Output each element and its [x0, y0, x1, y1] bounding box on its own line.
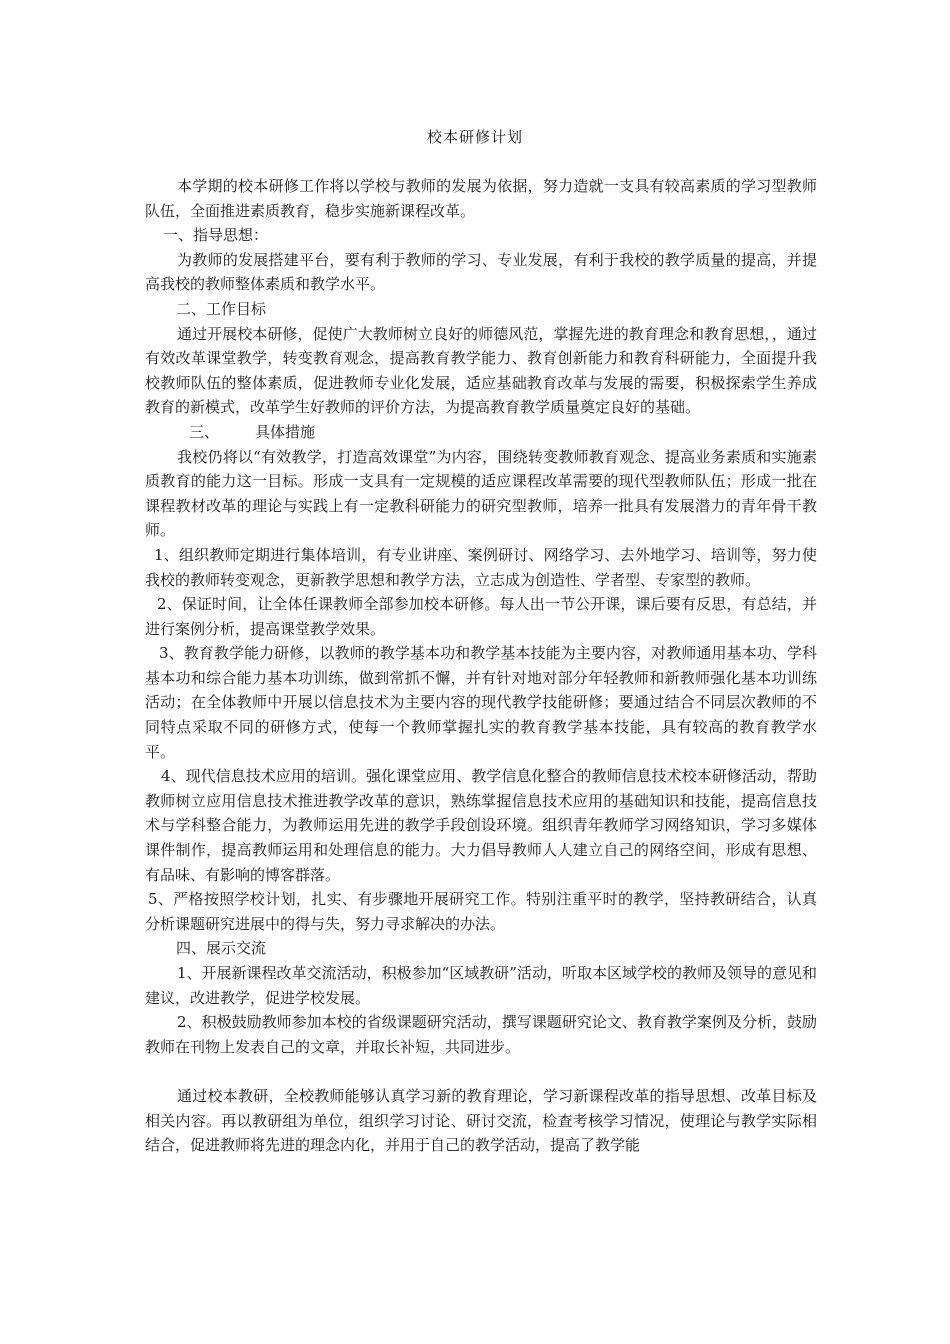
- work-goals-paragraph: 通过开展校本研修，促使广大教师树立良好的师德风范，掌握先进的教育理念和教育思想，，通过有效改革课堂教学，转变教育观念，提高教育教学能力、教育创新能力和教育科研能力，全面提升我校教师队伍的整体素质，促进教师专业化发展，适应基础教育改革与发展的需要，积极探索学生养成教育的新模式，改革学生好教师的评价方法，为提高教育教学质量奠定良好的基础。: [145, 324, 817, 417]
- measures-heading-number: 三、: [189, 422, 220, 441]
- document-body: [145, 174, 817, 1158]
- section-heading-work-goals: 二、工作目标: [176, 299, 267, 318]
- measure-item: 5、严格按照学校计划，扎实、有步骤地开展研究工作。特别注重平时的教学，坚持教研结合，认真分析课题研究进展中的得与失，努力寻求解决的办法。: [145, 890, 817, 933]
- exchange-item: 1、开展新课程改革交流活动，积极参加“区域教研”活动，听取本区域学校的教师及领导的意见和建议，改进教学，促进学校发展。: [145, 964, 817, 1007]
- measure-item: 2、保证时间，让全体任课教师全部参加校本研修。每人出一节公开课，课后要有反思，有总结，并进行案例分析，提高课堂教学效果。: [145, 595, 817, 638]
- blank-line: [145, 1059, 817, 1084]
- guiding-ideas-paragraph: 为教师的发展搭建平台，要有利于教师的学习、专业发展，有利于我校的教学质量的提高，并提高我校的教师整体素质和教学水平。: [145, 250, 817, 294]
- measures-paragraph: 我校仍将以“有效教学，打造高效课堂”为内容，围绕转变教师教育观念、提高业务素质和实施素质教育的能力这一目标。形成一支具有一定规模的适应课程改革需要的现代型教师队伍；形成一批在课程教材改革的理论与实践上有一定教科研能力的研究型教师，培养一批具有发展潜力的青年骨干教师。: [145, 447, 817, 540]
- section-heading-guiding-ideas: 一、指导思想：: [163, 226, 269, 245]
- measure-item: 1、组织教师定期进行集体培训，有专业讲座、案例研讨、网络学习、去外地学习、培训等，努力使我校的教师转变观念，更新教学思想和教学方法，立志成为创造性、学者型、专家型的教师。: [145, 545, 817, 589]
- section-heading-measures: [145, 420, 817, 445]
- measures-heading-text: 具体措施: [255, 422, 316, 441]
- intro-paragraph: 本学期的校本研修工作将以学校与教师的发展为依据，努力造就一支具有较高素质的学习型教师队伍，全面推进素质教育，稳步实施新课程改革。: [145, 177, 817, 220]
- measure-item: 4、现代信息技术应用的培训。强化课堂应用、教学信息化整合的教师信息技术校本研修活动，帮助教师树立应用信息技术推进教学改革的意识，熟练掌握信息技术应用的基础知识和技能，提高信息技术与学科整合能力，为教师运用先进的教学手段创设环境。组织青年教师学习网络知识，学习多媒体课件制作，提高教师运用和处理信息的能力。大力倡导教师人人建立自己的网络空间，形成有思想、有品味、有影响的博客群落。: [145, 767, 817, 884]
- closing-paragraph: 通过校本教研，全校教师能够认真学习新的教育理论，学习新课程改革的指导思想、改革目标及相关内容。再以教研组为单位，组织学习讨论、研讨交流，检查考核学习情况，使理论与教学实际相结合，促进教师将先进的理念内化，并用于自己的教学活动，提高了教学能: [145, 1086, 817, 1155]
- section-heading-exchange: 四、展示交流: [176, 939, 267, 958]
- exchange-item: 2、积极鼓励教师参加本校的省级课题研究活动，撰写课题研究论文、教育教学案例及分析，鼓励教师在刊物上发表自己的文章，并取长补短，共同进步。: [145, 1013, 817, 1056]
- measure-item: 3、教育教学能力研修，以教师的教学基本功和教学基本技能为主要内容，对教师通用基本功、学科基本功和综合能力基本功训练，做到常抓不懈，并有针对地对部分年轻教师和新教师强化基本功训练活动；在全体教师中开展以信息技术为主要内容的现代教学技能研修；要通过结合不同层次教师的不同特点采取不同的研修方式，使每一个教师掌握扎实的教育教学基本技能，具有较高的教育教学水平。: [145, 644, 817, 761]
- document-title: 校本研修计划: [426, 128, 523, 146]
